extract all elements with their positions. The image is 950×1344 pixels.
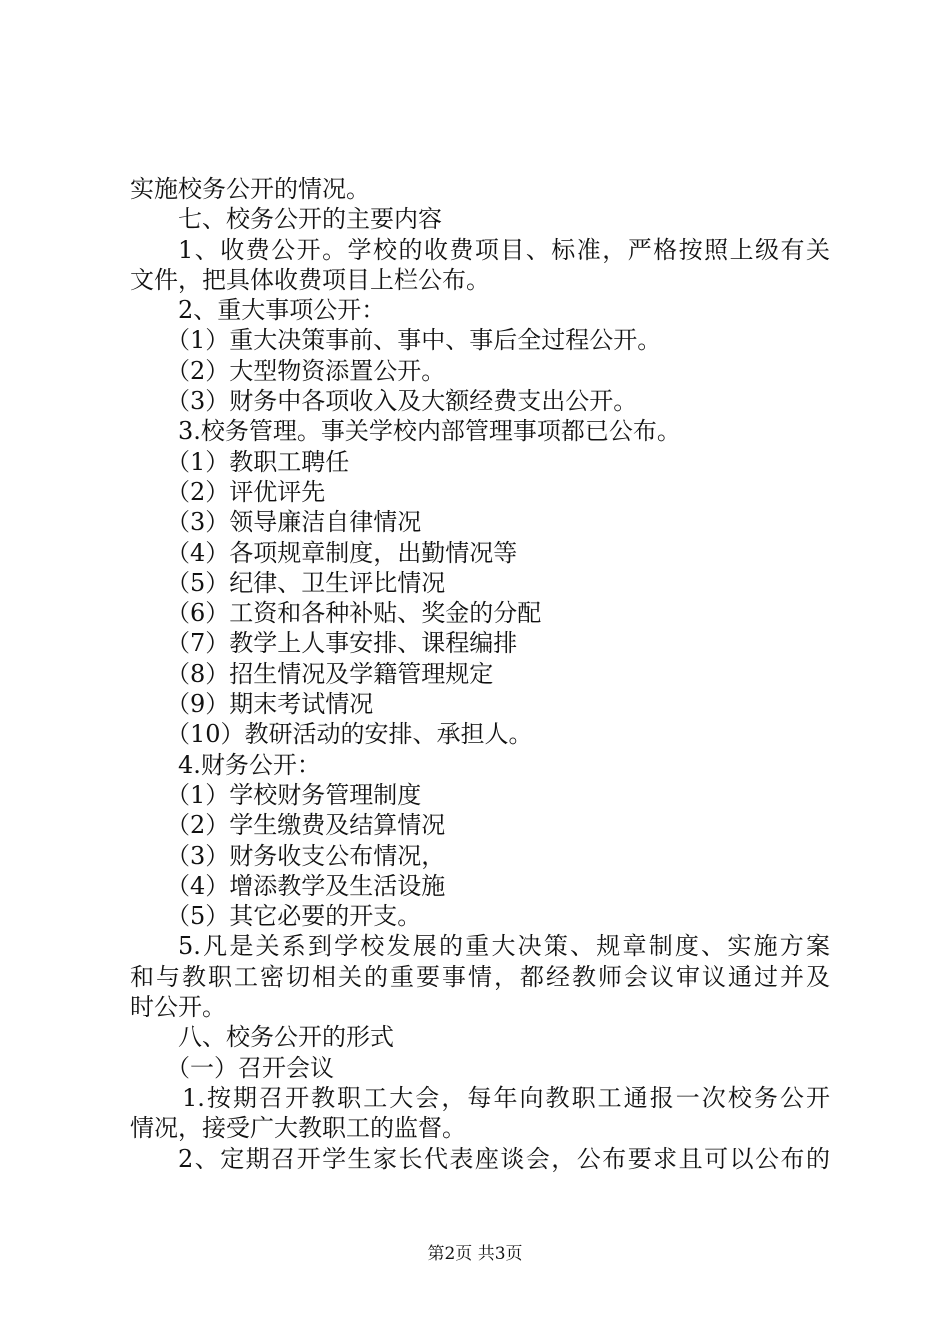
text-line: 时公开。 xyxy=(130,993,226,1022)
list-item: （7）教学上人事安排、课程编排 xyxy=(166,629,518,658)
text-line: 文件，把具体收费项目上栏公布。 xyxy=(130,265,490,294)
text-line: 2、重大事项公开： xyxy=(178,296,386,325)
list-item: （2）评优评先 xyxy=(166,477,326,506)
list-item: （3）领导廉洁自律情况 xyxy=(166,508,422,537)
list-item: （5）纪律、卫生评比情况 xyxy=(166,568,446,597)
text-line: 4.财务公开： xyxy=(178,750,321,779)
list-item: （8）招生情况及学籍管理规定 xyxy=(166,659,494,688)
text-line: 5.凡是关系到学校发展的重大决策、规章制度、实施方案 xyxy=(178,932,830,961)
list-item: （5）其它必要的开支。 xyxy=(166,902,422,931)
document-body xyxy=(130,174,830,1174)
list-item: （6）工资和各种补贴、奖金的分配 xyxy=(166,599,542,628)
text-line: 实施校务公开的情况。 xyxy=(130,175,370,203)
list-item: （4）各项规章制度，出勤情况等 xyxy=(166,538,518,567)
subsection-heading: （一）召开会议 xyxy=(166,1053,334,1082)
page-footer: 第2页 共3页 xyxy=(427,1244,523,1264)
text-line: 和与教职工密切相关的重要事情，都经教师会议审议通过并及 xyxy=(130,962,830,991)
text-line: 1.按期召开教职工大会，每年向教职工通报一次校务公开 xyxy=(182,1083,830,1112)
list-item: （1）学校财务管理制度 xyxy=(166,780,422,809)
text-line: 情况，接受广大教职工的监督。 xyxy=(130,1114,466,1143)
list-item: （1）重大决策事前、事中、事后全过程公开。 xyxy=(166,326,662,355)
list-item: （3）财务收支公布情况， xyxy=(166,841,446,870)
list-item: （1）教职工聘任 xyxy=(166,447,350,476)
section-heading: 七、校务公开的主要内容 xyxy=(178,205,442,234)
list-item: （10）教研活动的安排、承担人。 xyxy=(166,720,533,749)
list-item: （2）大型物资添置公开。 xyxy=(166,356,446,385)
text-line: 2、定期召开学生家长代表座谈会，公布要求且可以公布的 xyxy=(178,1144,830,1173)
list-item: （4）增添教学及生活设施 xyxy=(166,871,446,900)
list-item: （3）财务中各项收入及大额经费支出公开。 xyxy=(166,387,638,416)
list-item: （2）学生缴费及结算情况 xyxy=(166,811,446,840)
text-line: 3.校务管理。事关学校内部管理事项都已公布。 xyxy=(178,417,681,446)
text-line: 1、收费公开。学校的收费项目、标准，严格按照上级有关 xyxy=(178,235,830,264)
section-heading: 八、校务公开的形式 xyxy=(178,1023,394,1052)
list-item: （9）期末考试情况 xyxy=(166,690,374,719)
